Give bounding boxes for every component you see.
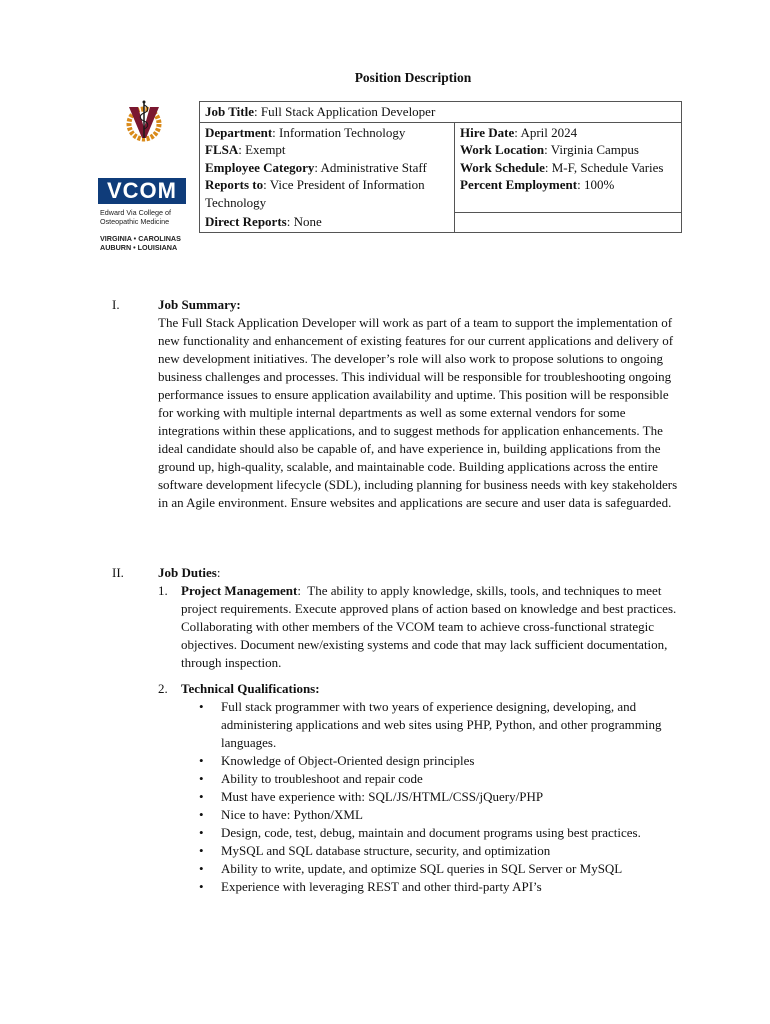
department-cell: Department: Information Technology FLSA: Exempt Employee Category: Administrative Staff Reports to: Vice President of Information Technology bbox=[200, 122, 455, 212]
bullet-icon: • bbox=[199, 753, 204, 768]
list-item: • Ability to troubleshoot and repair code bbox=[199, 771, 423, 786]
logo-line-3: VIRGINIA • CAROLINAS bbox=[100, 234, 181, 243]
bullet-icon: • bbox=[199, 789, 204, 804]
duty-number: 2. bbox=[158, 681, 168, 696]
list-item: • Ability to write, update, and optimize SQL queries in SQL Server or MySQL bbox=[199, 861, 623, 876]
list-item: • Full stack programmer with two years of experience designing, developing, and administering applications and web sites using PHP, Python, and other programming languages. bbox=[199, 699, 662, 750]
bullet-icon: • bbox=[199, 861, 204, 876]
bullet-icon: • bbox=[199, 825, 204, 840]
logo-line-4: AUBURN • LOUISIANA bbox=[100, 243, 178, 252]
document-title: Position Description bbox=[354, 70, 472, 85]
bullet-icon: • bbox=[199, 843, 204, 858]
vcom-logo bbox=[98, 100, 190, 180]
list-item: • MySQL and SQL database structure, security, and optimization bbox=[199, 843, 551, 858]
job-summary-text: The Full Stack Application Developer will work as part of a team to support the implementation of new functionality and enhancement of existing features for our current applications and delivery of new development initiatives. The developer’s role will also work to propose solutions to ongoing business challenges and processes. This individual will be responsible for troubleshooting ongoing performance issues to ensure application availability and uptime. This position will be responsible for working with multiple internal departments as well as some external vendors for some integrations within these applications, and to suggest methods for application enhancements. The ideal candidate should also be capable of, and have experience in, building applications from the ground up, high-quality, scalable, and maintainable code. Building applications across the entire software development lifecycle (SDL), including planning for business needs with key stakeholders in an Agile environment. Ensure websites and applications are secure and user data is safeguarded. bbox=[158, 315, 678, 510]
direct-reports-cell: Direct Reports: None bbox=[200, 212, 455, 232]
logo-line-2: Osteopathic Medicine bbox=[100, 217, 170, 226]
duty-number: 1. bbox=[158, 583, 168, 598]
list-item: • Experience with leveraging REST and other third-party API’s bbox=[199, 879, 542, 894]
job-duties-heading: Job Duties bbox=[158, 565, 217, 580]
job-summary-section bbox=[158, 296, 678, 512]
qualifications-list bbox=[158, 698, 678, 896]
empty-cell bbox=[455, 212, 682, 232]
list-item: • Knowledge of Object-Oriented design principles bbox=[199, 753, 475, 768]
section-numeral-1: I. bbox=[112, 297, 120, 312]
list-item: • Design, code, test, debug, maintain and document programs using best practices. bbox=[199, 825, 641, 840]
job-duties-heading-wrap: Job Duties: bbox=[158, 565, 221, 580]
duty-technical-qualifications bbox=[158, 680, 683, 698]
logo-brand: VCOM bbox=[98, 178, 186, 204]
duty-project-management: 1. Project Management: The ability to apply knowledge, skills, tools, and techniques to meet project requirements. Execute approved plans of action based on knowledge and best practices. Collaborating with other members of the VCOM team to achieve cross-functional strategic objectives. Document new/existing systems and code that may lack sufficient documentation, through inspection. bbox=[158, 583, 677, 670]
job-title-cell: Job Title: Full Stack Application Developer bbox=[200, 102, 682, 123]
duty-label: Technical Qualifications: bbox=[181, 681, 320, 696]
bullet-icon: • bbox=[199, 807, 204, 822]
logo-line-1: Edward Via College of bbox=[100, 208, 171, 217]
bullet-icon: • bbox=[199, 699, 204, 714]
duty-label: Project Management bbox=[181, 583, 298, 598]
position-info-table bbox=[199, 101, 682, 233]
list-item: • Nice to have: Python/XML bbox=[199, 807, 363, 822]
bullet-icon: • bbox=[199, 771, 204, 786]
list-item: • Must have experience with: SQL/JS/HTML/CSS/jQuery/PHP bbox=[199, 789, 544, 804]
duty-text: The ability to apply knowledge, skills, tools, and techniques to meet project requirements. Execute approved plans of action based on knowledge and best practices. Collaborating with other members of the VCOM team to achieve cross-functional strategic objectives. Document new/existing systems and code that may lack sufficient documentation, through inspection. bbox=[181, 583, 677, 670]
hire-date-cell: Hire Date: April 2024 Work Location: Virginia Campus Work Schedule: M-F, Schedule Varies Percent Employment: 100% bbox=[455, 122, 682, 212]
section-numeral-2: II. bbox=[112, 565, 124, 580]
job-summary-heading: Job Summary: bbox=[158, 297, 241, 312]
bullet-icon: • bbox=[199, 879, 204, 894]
